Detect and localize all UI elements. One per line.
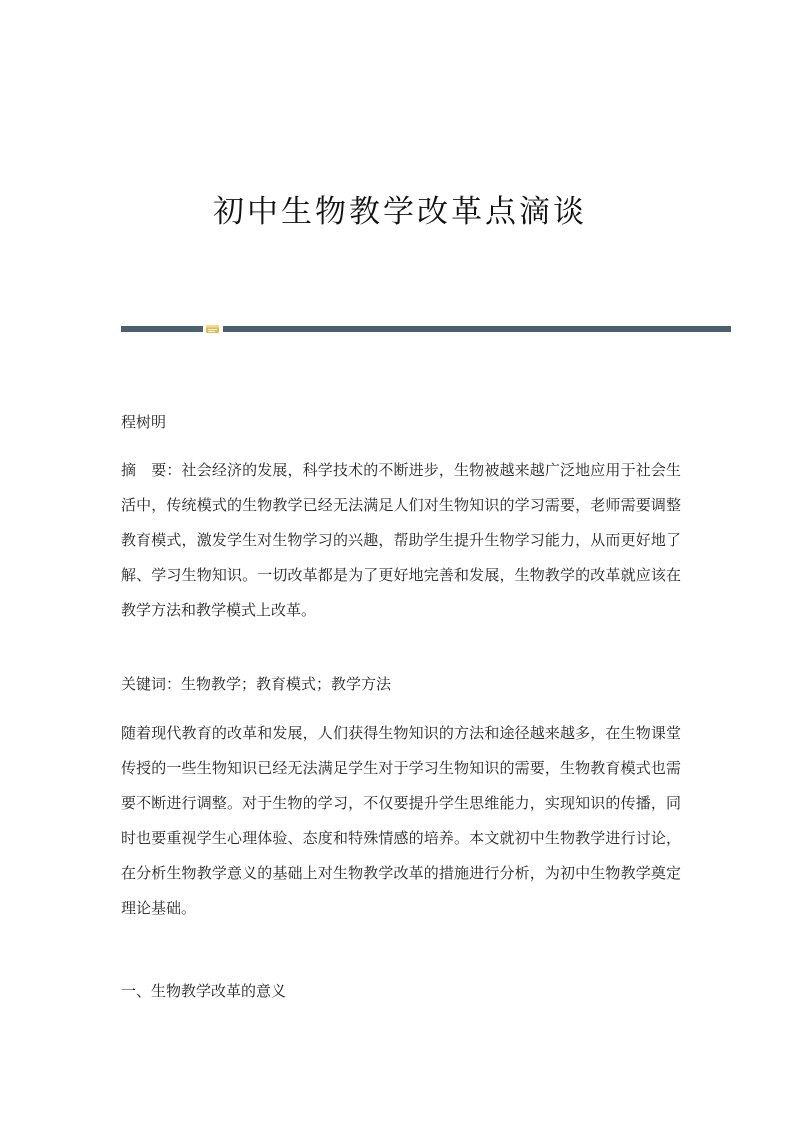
divider-pencil-icon xyxy=(205,323,220,335)
title-divider-left xyxy=(121,326,203,332)
title-divider-right xyxy=(223,326,731,332)
section-heading: 一、生物教学改革的意义 xyxy=(121,982,287,1000)
intro-paragraph: 随着现代教育的改革和发展，人们获得生物知识的方法和途径越来越多，在生物课堂传授的一些生物知识已经无法满足学生对于学习生物知识的需要，生物教育模式也需要不断进行调整。对于生物的学习，不仅要提升学生思维能力，实现知识的传播，同时也要重视学生心理体验、态度和特殊情感的培养。本文就初中生物教学进行讨论，在分析生物教学意义的基础上对生物教学改革的措施进行分析，为初中生物教学奠定理论基础。 xyxy=(121,724,681,917)
author-name: 程树明 xyxy=(121,413,167,431)
keywords-line: 关键词：生物教学；教育模式；教学方法 xyxy=(121,675,392,693)
abstract-paragraph: 摘 要：社会经济的发展，科学技术的不断进步，生物被越来越广泛地应用于社会生活中，传统模式的生物教学已经无法满足人们对生物知识的学习需要，老师需要调整教育模式，激发学生对生物学习的兴趣，帮助学生提升生物学习能力，从而更好地了解、学习生物知识。一切改革都是为了更好地完善和发展，生物教学的改革就应该在教学方法和教学模式上改革。 xyxy=(121,461,681,619)
document-title: 初中生物教学改革点滴谈 xyxy=(213,194,587,230)
